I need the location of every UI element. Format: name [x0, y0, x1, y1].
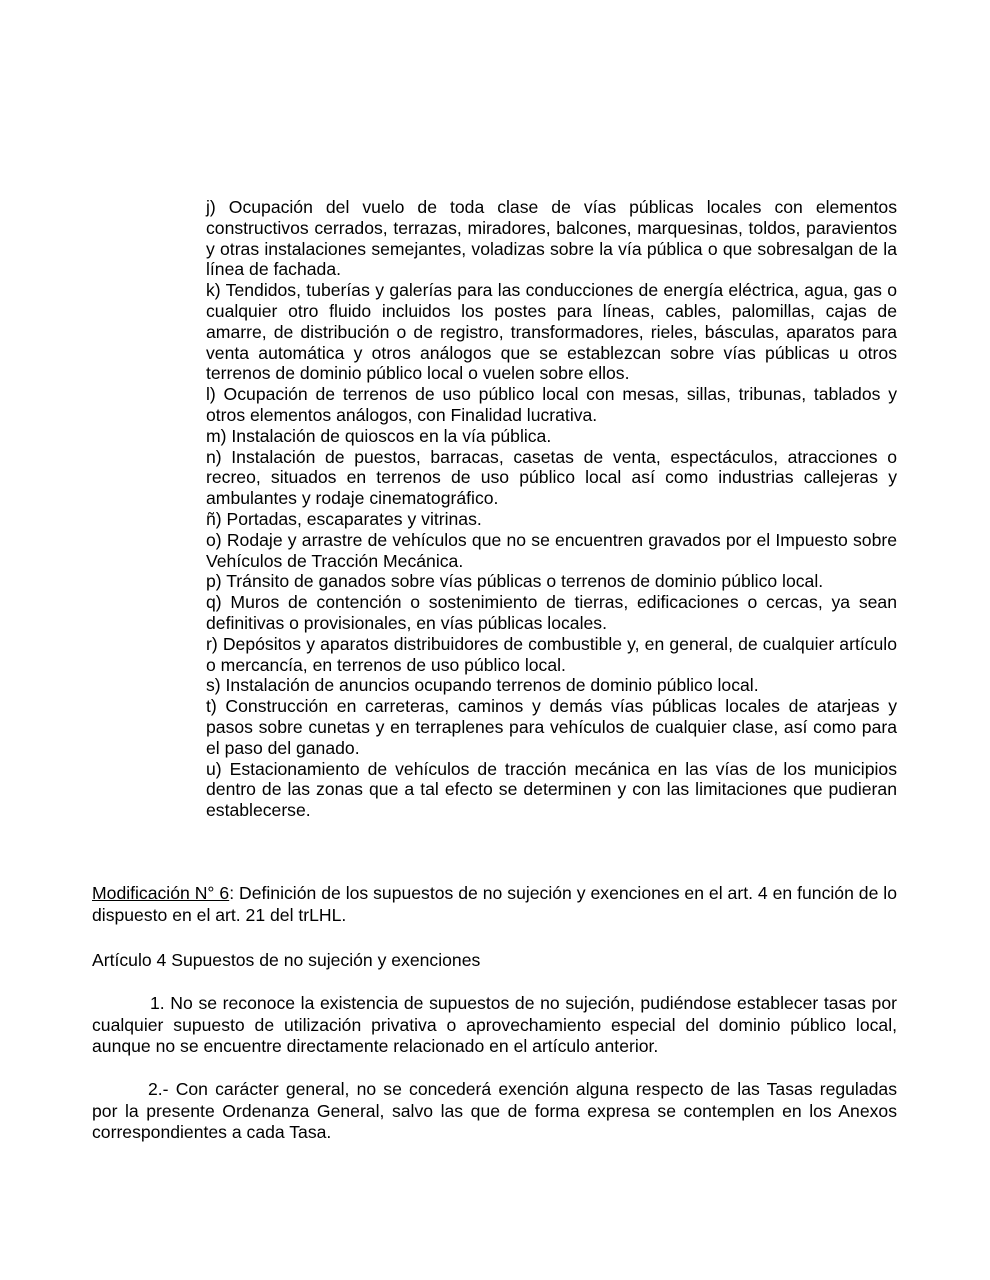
list-item: k) Tendidos, tuberías y galerías para las conducciones de energía eléctrica, agua, gas o cualquier otro fluido incluidos los postes para líneas, cables, palomillas, cajas de amarre, de distribución o de registro, transformadores, rieles, básculas, aparatos para venta automática y otros análogos que se establezcan sobre vías públicas u otros terrenos de dominio público local o vuelen sobre ellos. [206, 280, 897, 384]
article-paragraph-2: 2.- Con carácter general, no se concederá exención alguna respecto de las Tasas reguladas por la presente Ordenanza General, salvo las que de forma expresa se contemplen en los Anexos correspondientes a cada Tasa. [92, 1079, 897, 1142]
article-title: Artículo 4 Supuestos de no sujeción y exenciones [92, 950, 481, 970]
list-item: q) Muros de contención o sostenimiento de tierras, edificaciones o cercas, ya sean definitivas o provisionales, en vías públicas locales. [206, 592, 897, 633]
modification-text: : Definición de los supuestos de no sujeción y exenciones en el art. 4 en función de lo dispuesto en el art. 21 del trLHL. [92, 883, 897, 925]
list-item: ñ) Portadas, escaparates y vitrinas. [206, 508, 482, 529]
modification-label: Modificación N° 6 [92, 883, 230, 903]
list-item: t) Construcción en carreteras, caminos y demás vías públicas locales de atarjeas y pasos sobre cunetas y en terraplenes para vehículos de cualquier clase, así como para el paso del ganado. [206, 696, 897, 758]
list-item: n) Instalación de puestos, barracas, casetas de venta, espectáculos, atracciones o recreo, situados en terrenos de uso público local así como industrias callejeras y ambulantes y rodaje cinematográfico. [206, 446, 897, 509]
list-item: s) Instalación de anuncios ocupando terrenos de dominio público local. [206, 675, 759, 696]
list-item: j) Ocupación del vuelo de toda clase de vías públicas locales con elementos constructivos cerrados, terrazas, miradores, balcones, marquesinas, toldos, paravientos y otras instalaciones semejantes, voladizas sobre la vía pública o que sobresalgan de la línea de fachada. [206, 197, 897, 280]
list-item: u) Estacionamiento de vehículos de tracción mecánica en las vías de los municipios dentro de las zonas que a tal efecto se determinen y con las limitaciones que pudieran establecerse. [206, 758, 897, 821]
list-item: r) Depósitos y aparatos distribuidores de combustible y, en general, de cualquier artículo o mercancía, en terrenos de uso público local. [206, 633, 897, 675]
list-item: p) Tránsito de ganados sobre vías públicas o terrenos de dominio público local. [206, 571, 824, 592]
article-paragraph-1: 1. No se reconoce la existencia de supuestos de no sujeción, pudiéndose establecer tasas por cualquier supuesto de utilización privativa o aprovechamiento especial del dominio público local, aunque no se encuentre directamente relacionado en el artículo anterior. [92, 993, 897, 1056]
tax-items-list [206, 197, 897, 821]
list-item: o) Rodaje y arrastre de vehículos que no se encuentren gravados por el Impuesto sobre Vehículos de Tracción Mecánica. [206, 529, 897, 571]
list-item: m) Instalación de quioscos en la vía pública. [206, 425, 552, 446]
modification-note [92, 882, 897, 926]
list-item: l) Ocupación de terrenos de uso público local con mesas, sillas, tribunas, tablados y otros elementos análogos, con Finalidad lucrativa. [206, 384, 897, 425]
